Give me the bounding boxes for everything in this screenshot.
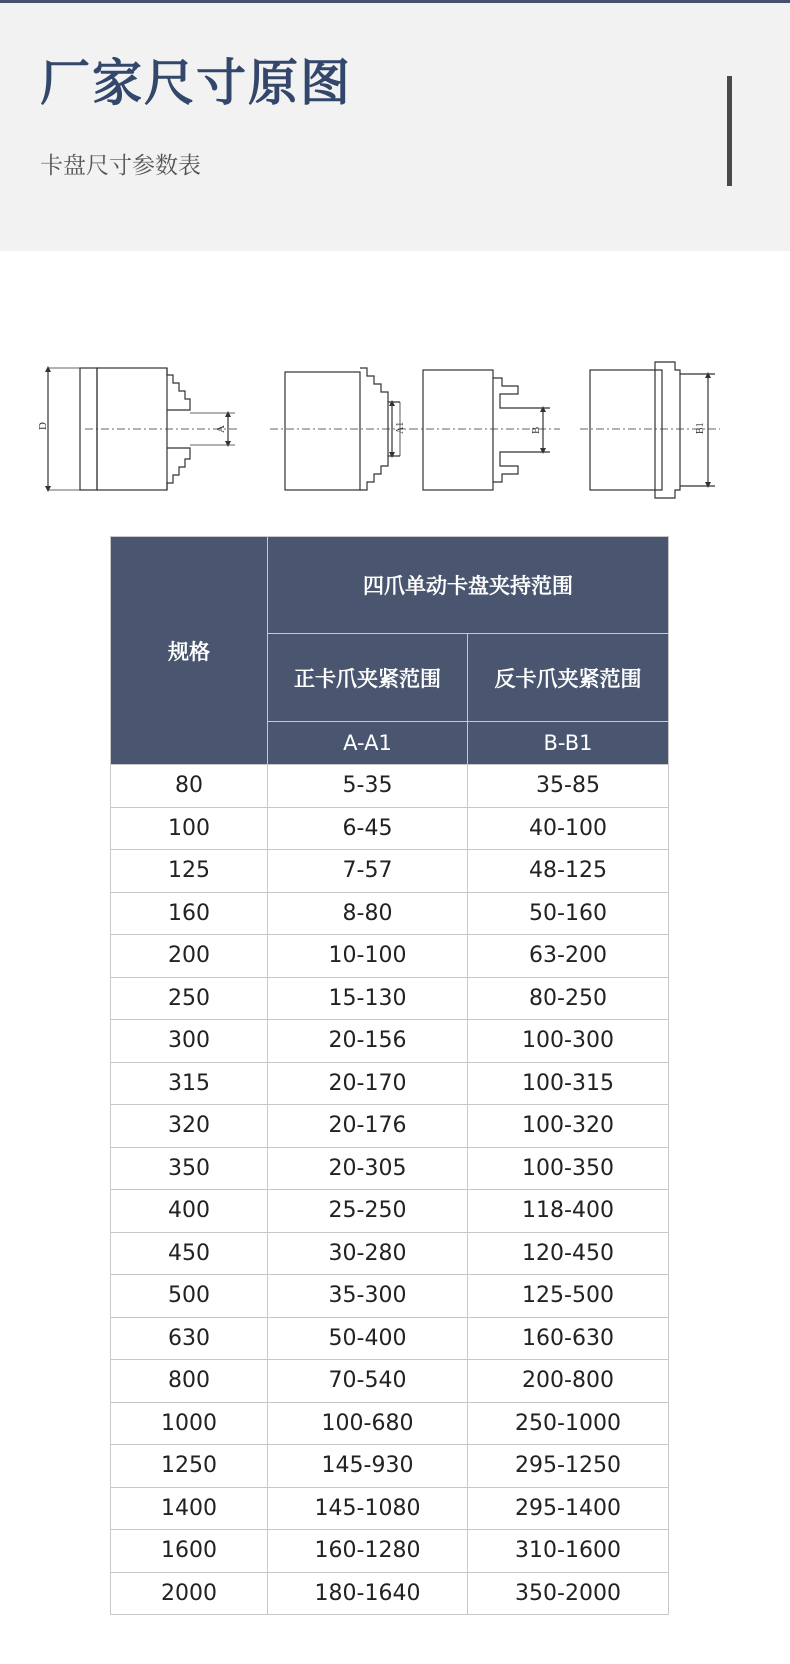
cell-reverse-range: 100-315 xyxy=(468,1062,669,1105)
cell-spec: 80 xyxy=(111,765,268,808)
cell-forward-range: 25-250 xyxy=(268,1190,468,1233)
cell-forward-range: 20-156 xyxy=(268,1020,468,1063)
cell-forward-range: 15-130 xyxy=(268,977,468,1020)
cell-spec: 800 xyxy=(111,1360,268,1403)
cell-spec: 1600 xyxy=(111,1530,268,1573)
cell-reverse-range: 100-320 xyxy=(468,1105,669,1148)
page-title: 厂家尺寸原图 xyxy=(40,54,352,112)
header-reverse-jaw: 反卡爪夹紧范围 xyxy=(468,634,669,722)
header-a-a1: A-A1 xyxy=(268,722,468,765)
cell-reverse-range: 63-200 xyxy=(468,935,669,978)
table-row xyxy=(111,1317,669,1360)
table-row xyxy=(111,1190,669,1233)
table-row xyxy=(111,850,669,893)
cell-forward-range: 20-176 xyxy=(268,1105,468,1148)
cell-spec: 1400 xyxy=(111,1487,268,1530)
table-row xyxy=(111,1275,669,1318)
chuck-dimension-diagrams xyxy=(30,350,760,500)
cell-spec: 300 xyxy=(111,1020,268,1063)
label-b: B xyxy=(530,426,542,434)
cell-reverse-range: 35-85 xyxy=(468,765,669,808)
table-row xyxy=(111,1105,669,1148)
page-subtitle: 卡盘尺寸参数表 xyxy=(40,153,201,179)
header-clamping-range: 四爪单动卡盘夹持范围 xyxy=(268,537,669,634)
cell-reverse-range: 310-1600 xyxy=(468,1530,669,1573)
table-row xyxy=(111,1402,669,1445)
diagram-a1 xyxy=(270,368,410,490)
cell-reverse-range: 48-125 xyxy=(468,850,669,893)
cell-forward-range: 145-1080 xyxy=(268,1487,468,1530)
table-row xyxy=(111,1445,669,1488)
cell-reverse-range: 295-1250 xyxy=(468,1445,669,1488)
table-row xyxy=(111,977,669,1020)
cell-reverse-range: 120-450 xyxy=(468,1232,669,1275)
diagram-d-a xyxy=(37,366,240,492)
cell-spec: 400 xyxy=(111,1190,268,1233)
cell-spec: 250 xyxy=(111,977,268,1020)
label-d: D xyxy=(37,422,49,430)
table-row xyxy=(111,935,669,978)
cell-forward-range: 20-170 xyxy=(268,1062,468,1105)
cell-reverse-range: 295-1400 xyxy=(468,1487,669,1530)
cell-forward-range: 160-1280 xyxy=(268,1530,468,1573)
cell-forward-range: 6-45 xyxy=(268,807,468,850)
cell-forward-range: 5-35 xyxy=(268,765,468,808)
cell-reverse-range: 118-400 xyxy=(468,1190,669,1233)
diagram-b1 xyxy=(580,362,720,498)
cell-spec: 2000 xyxy=(111,1572,268,1615)
table-row xyxy=(111,892,669,935)
chuck-spec-table xyxy=(110,536,669,1615)
cell-reverse-range: 80-250 xyxy=(468,977,669,1020)
cell-reverse-range: 200-800 xyxy=(468,1360,669,1403)
page-header xyxy=(0,3,790,251)
cell-spec: 1250 xyxy=(111,1445,268,1488)
table-row xyxy=(111,1147,669,1190)
label-b1: B1 xyxy=(695,422,706,434)
diagram-b xyxy=(410,370,560,490)
cell-spec: 100 xyxy=(111,807,268,850)
header-b-b1: B-B1 xyxy=(468,722,669,765)
table-row xyxy=(111,807,669,850)
table-row xyxy=(111,1360,669,1403)
cell-forward-range: 180-1640 xyxy=(268,1572,468,1615)
header-divider-bar xyxy=(727,76,732,186)
table-row xyxy=(111,1530,669,1573)
cell-forward-range: 20-305 xyxy=(268,1147,468,1190)
cell-spec: 315 xyxy=(111,1062,268,1105)
cell-reverse-range: 100-300 xyxy=(468,1020,669,1063)
header-forward-jaw: 正卡爪夹紧范围 xyxy=(268,634,468,722)
cell-spec: 320 xyxy=(111,1105,268,1148)
cell-spec: 450 xyxy=(111,1232,268,1275)
cell-forward-range: 100-680 xyxy=(268,1402,468,1445)
cell-spec: 350 xyxy=(111,1147,268,1190)
cell-reverse-range: 125-500 xyxy=(468,1275,669,1318)
cell-spec: 630 xyxy=(111,1317,268,1360)
cell-reverse-range: 160-630 xyxy=(468,1317,669,1360)
cell-spec: 1000 xyxy=(111,1402,268,1445)
table-row xyxy=(111,1062,669,1105)
header-spec: 规格 xyxy=(111,537,268,765)
cell-forward-range: 8-80 xyxy=(268,892,468,935)
table-row xyxy=(111,1487,669,1530)
table-row xyxy=(111,1020,669,1063)
cell-spec: 125 xyxy=(111,850,268,893)
table-row xyxy=(111,765,669,808)
cell-spec: 500 xyxy=(111,1275,268,1318)
cell-forward-range: 30-280 xyxy=(268,1232,468,1275)
cell-spec: 160 xyxy=(111,892,268,935)
cell-forward-range: 35-300 xyxy=(268,1275,468,1318)
cell-forward-range: 70-540 xyxy=(268,1360,468,1403)
label-a: A xyxy=(215,425,227,433)
table-body xyxy=(111,765,669,1615)
cell-reverse-range: 40-100 xyxy=(468,807,669,850)
label-a1: A1 xyxy=(395,421,406,434)
table-row xyxy=(111,1232,669,1275)
cell-forward-range: 145-930 xyxy=(268,1445,468,1488)
cell-spec: 200 xyxy=(111,935,268,978)
cell-forward-range: 50-400 xyxy=(268,1317,468,1360)
table-row xyxy=(111,1572,669,1615)
cell-reverse-range: 350-2000 xyxy=(468,1572,669,1615)
cell-forward-range: 10-100 xyxy=(268,935,468,978)
cell-reverse-range: 100-350 xyxy=(468,1147,669,1190)
cell-forward-range: 7-57 xyxy=(268,850,468,893)
cell-reverse-range: 250-1000 xyxy=(468,1402,669,1445)
cell-reverse-range: 50-160 xyxy=(468,892,669,935)
